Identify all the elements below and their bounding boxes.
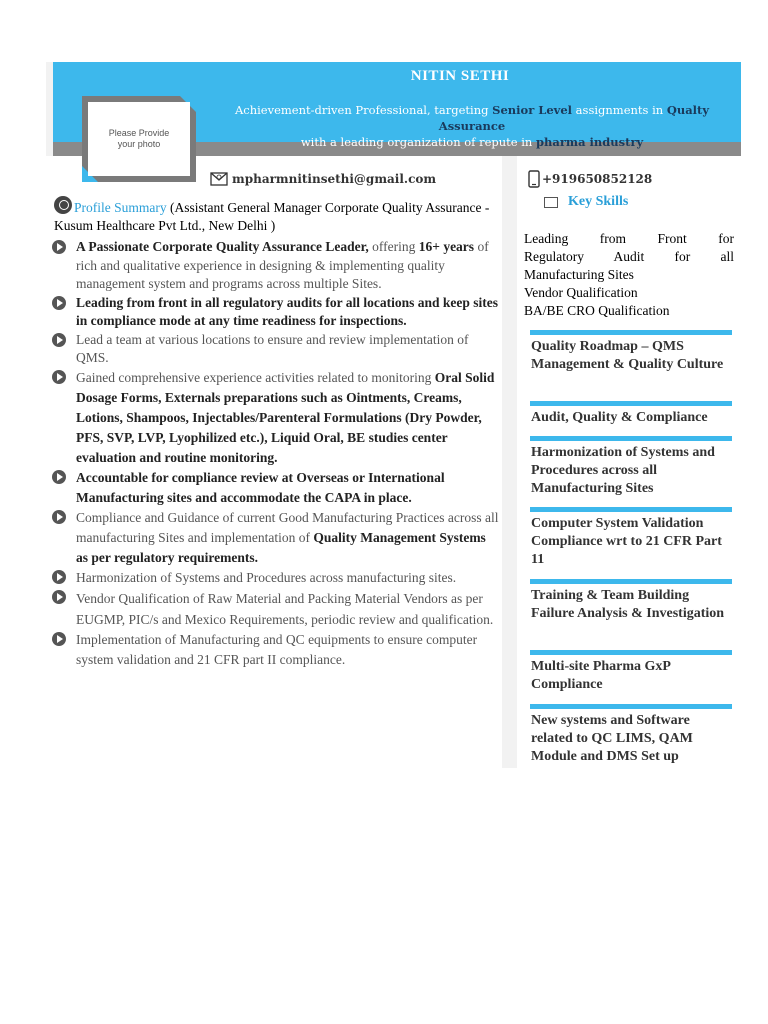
play-bullet-icon: [52, 333, 66, 347]
list-item: Compliance and Guidance of current Good Manufacturing Practices across all manufacturing Sites and implementation of Quality Management Systems as per regulatory requirements.: [52, 508, 500, 568]
profile-head-icon: [54, 196, 72, 214]
profile-bullets: [52, 238, 500, 670]
list-item: Harmonization of Systems and Procedures across manufacturing sites.: [52, 568, 500, 588]
play-bullet-icon: [52, 570, 66, 584]
skill-item: Quality Roadmap – QMS Management & Quality Culture: [531, 339, 724, 372]
play-bullet-icon: [52, 590, 66, 604]
skill-divider: [530, 401, 732, 406]
list-item: Lead a team at various locations to ensure and review implementation of QMS.: [52, 331, 500, 368]
profile-summary-title: Profile Summary: [74, 200, 167, 215]
play-bullet-icon: [52, 632, 66, 646]
contact-email[interactable]: [210, 172, 436, 186]
candidate-name: NITIN SETHI: [410, 68, 510, 84]
list-item: Vendor Qualification of Raw Material and Packing Material Vendors as per EUGMP, PIC/s and Mexico Requirements, periodic review and qualification.: [52, 588, 500, 630]
list-item: A Passionate Corporate Quality Assurance Leader, offering 16+ years of rich and qualitative experience in designing & implementing quality management system and programs across multiple Sites.: [52, 238, 500, 294]
contact-phone[interactable]: [528, 170, 652, 188]
list-item: Gained comprehensive experience activities related to monitoring Oral Solid Dosage Forms, Externals preparations such as Ointments, Creams, Lotions, Shampoos, Injectables/Parenteral Formulations (Dry Powder, PFS, SVP, LVP, Lyophilized etc.), Liquid Oral, BE studies center evaluation and routine monitoring.: [52, 368, 500, 468]
mobile-phone-icon: [528, 170, 540, 188]
skill-item: Audit, Quality & Compliance: [531, 410, 708, 425]
play-bullet-icon: [52, 510, 66, 524]
list-item: Implementation of Manufacturing and QC equipments to ensure computer system validation and 21 CFR part II compliance.: [52, 630, 500, 670]
skill-item: New systems and Software related to QC LIMS, QAM Module and DMS Set up: [531, 713, 693, 764]
list-item: Accountable for compliance review at Overseas or International Manufacturing sites and accommodate the CAPA in place.: [52, 468, 500, 508]
header-tagline: Achievement-driven Professional, targeting Senior Level assignments in Qualty Assurance with a leading organization of repute in pharma industry: [234, 103, 710, 149]
play-bullet-icon: [52, 296, 66, 310]
profile-role: (Assistant General Manager Corporate Quality Assurance - Kusum Healthcare Pvt Ltd., New Delhi ): [54, 200, 490, 233]
key-skills-heading: Key Skills: [544, 194, 628, 210]
skill-item: Training & Team Building Failure Analysis & Investigation: [531, 588, 725, 621]
skill-item: Computer System Validation Compliance wrt to 21 CFR Part 11: [531, 516, 722, 567]
phone-text: +919650852128: [542, 172, 653, 186]
skill-divider: [530, 330, 732, 335]
skill-item: Multi-site Pharma GxP Compliance: [531, 659, 671, 692]
envelope-icon: [210, 172, 228, 186]
list-item: Leading from front in all regulatory audits for all locations and keep sites in compliance mode at any time readiness for inspections.: [52, 294, 500, 331]
key-skills-intro: Leading from Front for Regulatory Audit for all Manufacturing Sites Vendor Qualification BA/BE CRO Qualification: [524, 231, 734, 318]
skill-divider: [530, 579, 732, 584]
email-text: mpharmnitinsethi@gmail.com: [232, 172, 437, 186]
skill-divider: [530, 436, 732, 441]
photo-placeholder[interactable]: [82, 96, 196, 182]
monitor-icon: [544, 197, 558, 208]
profile-summary-heading: [54, 196, 500, 235]
skill-divider: [530, 704, 732, 709]
play-bullet-icon: [52, 470, 66, 484]
play-bullet-icon: [52, 370, 66, 384]
skill-divider: [530, 507, 732, 512]
photo-placeholder-text: Please Provide your photo: [108, 128, 170, 149]
play-bullet-icon: [52, 240, 66, 254]
skill-item: Harmonization of Systems and Procedures across all Manufacturing Sites: [531, 445, 715, 496]
skill-divider: [530, 650, 732, 655]
